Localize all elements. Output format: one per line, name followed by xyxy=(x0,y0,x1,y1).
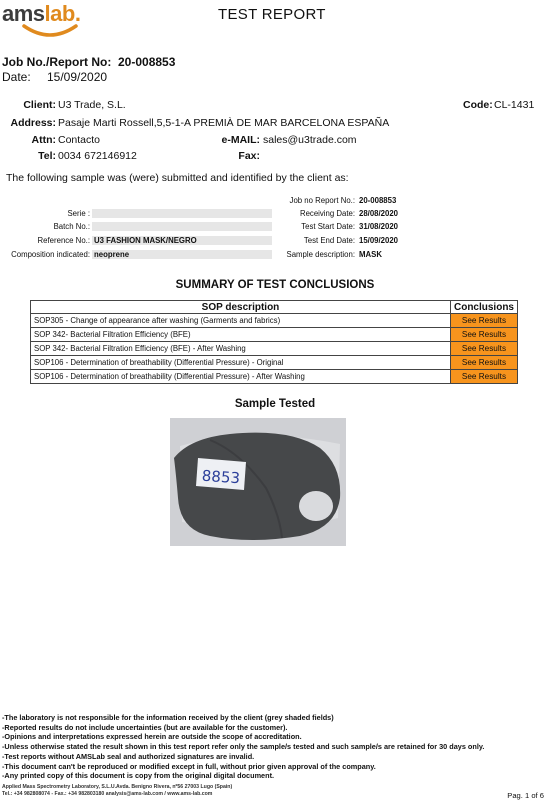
receiving-value: 28/08/2020 xyxy=(359,209,399,218)
jobno-label: Job no Report No.: xyxy=(289,196,355,205)
note-line: -The laboratory is not responsible for the information received by the client (grey shaded fields) xyxy=(2,713,334,722)
sample-photo xyxy=(170,418,346,546)
description-label: Sample description: xyxy=(286,250,355,259)
table-row xyxy=(31,370,518,384)
table-row xyxy=(31,314,518,328)
disclaimer-notes xyxy=(2,713,484,781)
end-label: Test End Date: xyxy=(303,236,355,245)
client-label: Client: xyxy=(23,99,56,111)
note-line: -Any printed copy of this document is copy from the original digital document. xyxy=(2,771,275,781)
see-results-link[interactable]: See Results xyxy=(450,356,517,370)
serie-label: Serie : xyxy=(67,209,90,218)
note-line: -This document can't be reproduced or modified except in full, without prior given approval of the company. xyxy=(2,761,376,771)
sample-label-text: 8853 xyxy=(201,466,241,488)
reference-field: U3 FASHION MASK/NEGRO xyxy=(92,236,272,245)
fax-label: Fax: xyxy=(238,150,260,162)
start-value: 31/08/2020 xyxy=(359,222,399,231)
attn-value: Contacto xyxy=(58,134,101,146)
table-row xyxy=(31,342,518,356)
intro-text: The following sample was (were) submitted and identified by the client as: xyxy=(6,172,349,184)
table-row xyxy=(31,328,518,342)
jobno-value: 20-008853 xyxy=(359,196,397,205)
receiving-label: Receiving Date: xyxy=(299,209,355,218)
description-value: MASK xyxy=(359,250,382,259)
sop-description-header: SOP description xyxy=(31,301,451,314)
logo-swoosh-icon xyxy=(22,24,78,40)
tel-label: Tel: xyxy=(38,150,56,162)
sop-description: SOP106 - Determination of breathability (Differential Pressure) - Original xyxy=(31,356,451,370)
address-value: Pasaje Marti Rossell,5,5-1-A PREMIÀ DE MAR BARCELONA ESPAÑA xyxy=(58,117,390,129)
composition-label: Composition indicated: xyxy=(11,250,90,259)
job-number: Job No./Report No: 20-008853 xyxy=(2,55,176,69)
attn-label: Attn: xyxy=(31,134,56,146)
client-value: U3 Trade, S.L. xyxy=(58,99,126,111)
table-row xyxy=(31,356,518,370)
batch-label: Batch No.: xyxy=(53,222,90,231)
table-header-row xyxy=(31,301,518,314)
reference-label: Reference No.: xyxy=(37,236,90,245)
note-line: -Opinions and interpretations expressed herein are outside the scope of accreditation. xyxy=(2,732,302,742)
sop-table xyxy=(30,300,518,384)
sop-description: SOP106 - Determination of breathability (Differential Pressure) - After Washing xyxy=(31,370,451,384)
end-value: 15/09/2020 xyxy=(359,236,399,245)
footer-address: Applied Mass Spectrometry Laboratory, S.L.U.Avda. Benigno Rivera, nº56 27003 Lugo (Spain) Tel.: +34 982808074 - Fax.: +34 982803180 analysis@ams-lab.com / www.ams-lab.com xyxy=(2,784,233,797)
sop-description: SOP 342- Bacterial Filtration Efficiency (BFE) - After Washing xyxy=(31,342,451,356)
note-line: -Test reports without AMSLab seal and authorized signatures are invalid. xyxy=(2,751,255,761)
page-number: Pag. 1 of 6 xyxy=(507,791,544,800)
document-title: TEST REPORT xyxy=(218,6,326,23)
email-value: sales@u3trade.com xyxy=(263,134,357,146)
tel-value: 0034 672146912 xyxy=(58,150,137,162)
code-value: CL-1431 xyxy=(494,99,535,111)
batch-field xyxy=(92,222,272,231)
email-label: e-MAIL: xyxy=(221,134,260,146)
see-results-link[interactable]: See Results xyxy=(450,342,517,356)
note-line: -Reported results do not include uncertainties (but are available for the customer). xyxy=(2,722,288,732)
serie-field xyxy=(92,209,272,218)
address-label: Address: xyxy=(10,117,56,129)
sop-description: SOP305 - Change of appearance after washing (Garments and fabrics) xyxy=(31,314,451,328)
sop-description: SOP 342- Bacterial Filtration Efficiency (BFE) xyxy=(31,328,451,342)
sample-tested-title: Sample Tested xyxy=(234,398,316,410)
summary-title: SUMMARY OF TEST CONCLUSIONS xyxy=(175,279,375,291)
code-label: Code: xyxy=(463,99,493,111)
see-results-link[interactable]: See Results xyxy=(450,328,517,342)
see-results-link[interactable]: See Results xyxy=(450,370,517,384)
start-label: Test Start Date: xyxy=(301,222,355,231)
composition-field: neoprene xyxy=(92,250,272,259)
conclusions-header: Conclusions xyxy=(450,301,517,314)
see-results-link[interactable]: See Results xyxy=(450,314,517,328)
amslab-logo: amslab. xyxy=(2,1,81,26)
report-date: Date: 15/09/2020 xyxy=(2,70,108,84)
note-line: -Unless otherwise stated the result shown in this test report refer only the sample/s tested and such sample/s are retained for 30 days only. xyxy=(2,742,485,752)
